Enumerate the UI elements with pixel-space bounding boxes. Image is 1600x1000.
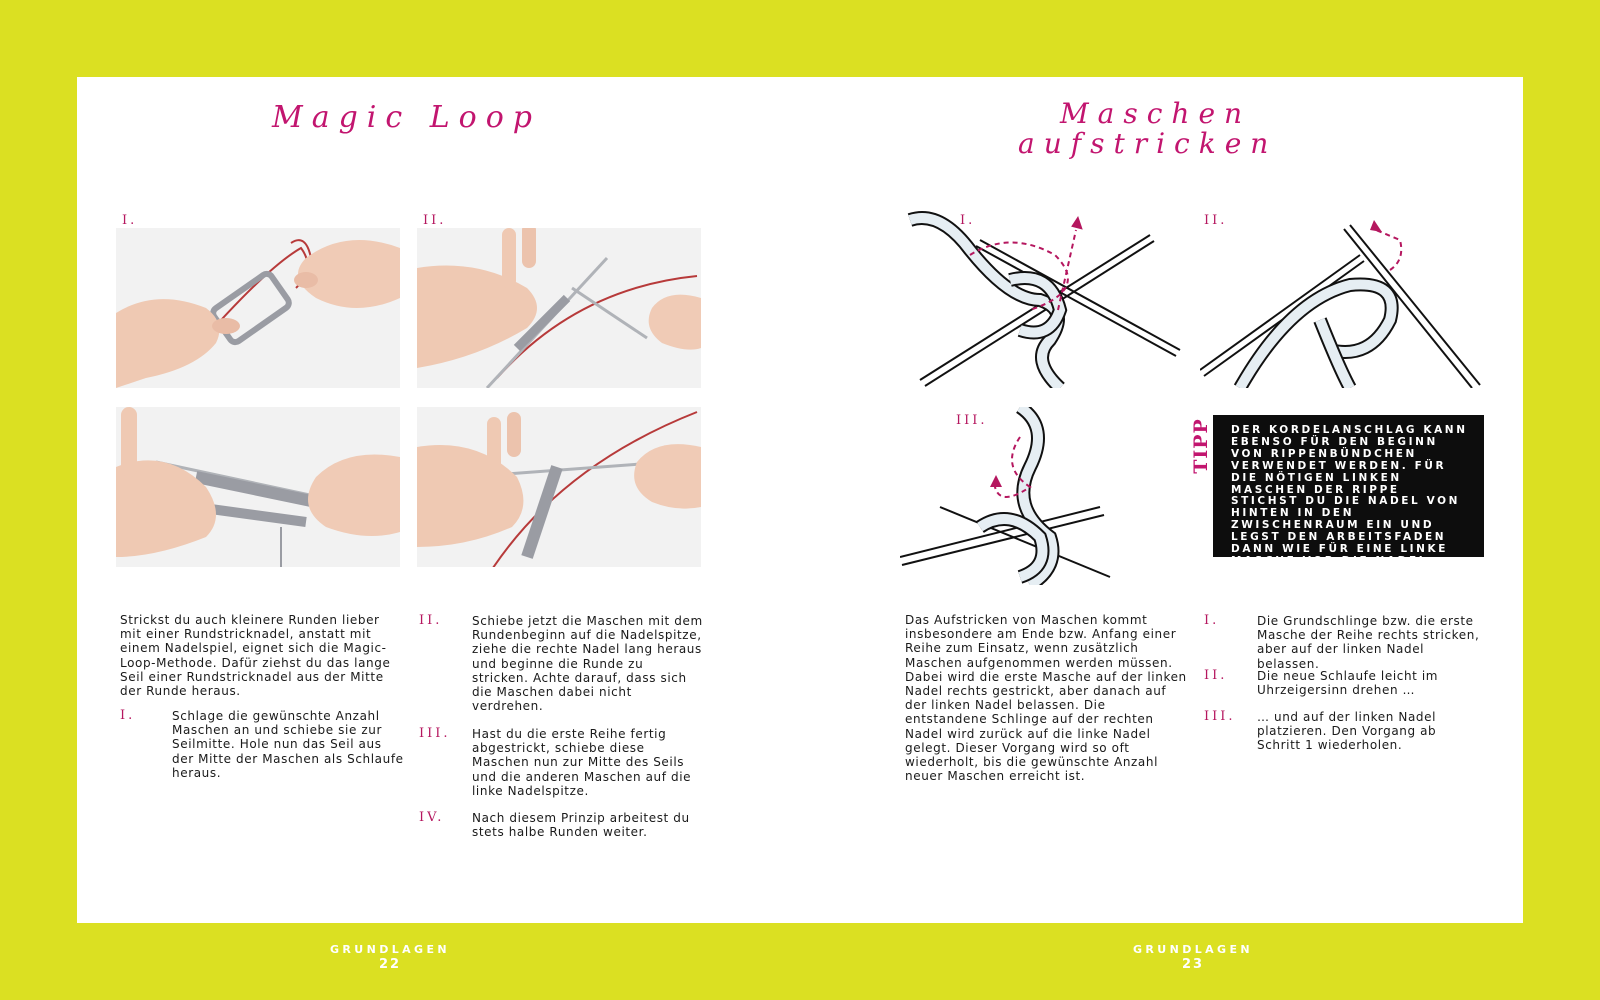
title-line-1: Maschen	[1060, 97, 1252, 130]
magic-loop-intro: Strickst du auch kleinere Runden lieber mit einer Rundstricknadel, anstatt mit einem Nadelspiel, eignet sich die Magic-Loop-Methode. Dafür ziehst du das lange Seil einer Rundstricknadel aus der Mitte der Runde heraus.	[120, 613, 391, 699]
title-line-2: aufstricken	[1018, 127, 1278, 160]
aufstricken-step-num-1: I.	[1204, 613, 1220, 628]
magic-loop-step-num-1: I.	[120, 708, 136, 723]
tip-text: DER KORDELANSCHLAG KANN EBENSO FÜR DEN BEGINN VON RIPPENBÜNDCHEN VERWENDET WERDEN. FÜR DIE NÖTIGEN LINKEN MASCHEN DER RIPPE STICHST DU DIE NADEL VON HINTEN IN DEN ZWISCHENRAUM EIN UND LEGST DEN ARBEITSFADEN DANN WIE FÜR EINE LINKE MASCHE VOR DIE NADEL.	[1231, 424, 1468, 567]
magic-loop-step-text-2: Schiebe jetzt die Maschen mit dem Rundenbeginn auf die Nadelspitze, ziehe die rechte Nadel lang heraus und beginne die Runde zu stricken. Achte darauf, dass sich die Maschen dabei nicht verdrehen.	[472, 614, 703, 714]
photo-label-1: I.	[122, 213, 138, 228]
footer-label-left: GRUNDLAGEN	[329, 943, 451, 956]
photo-step-3	[116, 407, 400, 567]
magic-loop-step-text-3: Hast du die erste Reihe fertig abgestrickt, schiebe diese Maschen nun zur Mitte des Seils und die anderen Maschen auf die linke Nadelspitze.	[472, 727, 692, 798]
illus-label-1: I.	[960, 213, 976, 228]
photo-step-1	[116, 228, 400, 388]
title-magic-loop: Magic Loop	[272, 100, 541, 135]
magic-loop-step-text-4: Nach diesem Prinzip arbeitest du stets halbe Runden weiter.	[472, 811, 690, 840]
magic-loop-step-num-3: III.	[419, 726, 451, 741]
tip-label: TIPP	[1189, 418, 1212, 474]
illus-label-3: III.	[956, 413, 988, 428]
magic-loop-step-num-4: IV.	[419, 810, 445, 825]
illustration-step-1	[900, 210, 1184, 388]
tip-box	[1213, 415, 1484, 567]
magic-loop-step-text-1: Schlage die gewünschte Anzahl Maschen an und schiebe sie zur Seilmitte. Hole nun das Seil aus der Mitte der Maschen als Schlaufe heraus.	[172, 709, 404, 780]
aufstricken-intro: Das Aufstricken von Maschen kommt insbesondere am Ende bzw. Anfang einer Reihe zum Einsatz, wenn zusätzlich Maschen aufgenommen werden müssen. Dabei wird die erste Masche auf der linken Nadel rechts gestrickt, aber danach auf der linken Nadel belassen. Die entstandene Schlinge auf der rechten Nadel wird zurück auf die linke Nadel gelegt. Dieser Vorgang wird so oft wiederholt, bis die gewünschte Anzahl neuer Maschen erreicht ist.	[905, 613, 1187, 784]
aufstricken-step-num-2: II.	[1204, 668, 1228, 683]
illustration-step-3	[900, 407, 1184, 585]
illustration-step-2	[1200, 210, 1484, 388]
illus-label-2: II.	[1204, 213, 1228, 228]
footer-label-right: GRUNDLAGEN	[1132, 943, 1254, 956]
page-number-left: 22	[378, 957, 402, 972]
aufstricken-step-num-3: III.	[1204, 709, 1236, 724]
page-number-right: 23	[1181, 957, 1205, 972]
magic-loop-step-num-2: II.	[419, 613, 443, 628]
photo-step-2	[417, 228, 701, 388]
photo-step-4	[417, 407, 701, 567]
photo-label-2: II.	[423, 213, 447, 228]
aufstricken-step-text-2: Die neue Schlaufe leicht im Uhrzeigersinn drehen …	[1257, 669, 1439, 698]
aufstricken-step-text-1: Die Grundschlinge bzw. die erste Masche der Reihe rechts stricken, aber auf der linken Nadel belassen.	[1257, 614, 1480, 671]
aufstricken-step-text-3: … und auf der linken Nadel platzieren. Den Vorgang ab Schritt 1 wiederholen.	[1257, 710, 1437, 753]
